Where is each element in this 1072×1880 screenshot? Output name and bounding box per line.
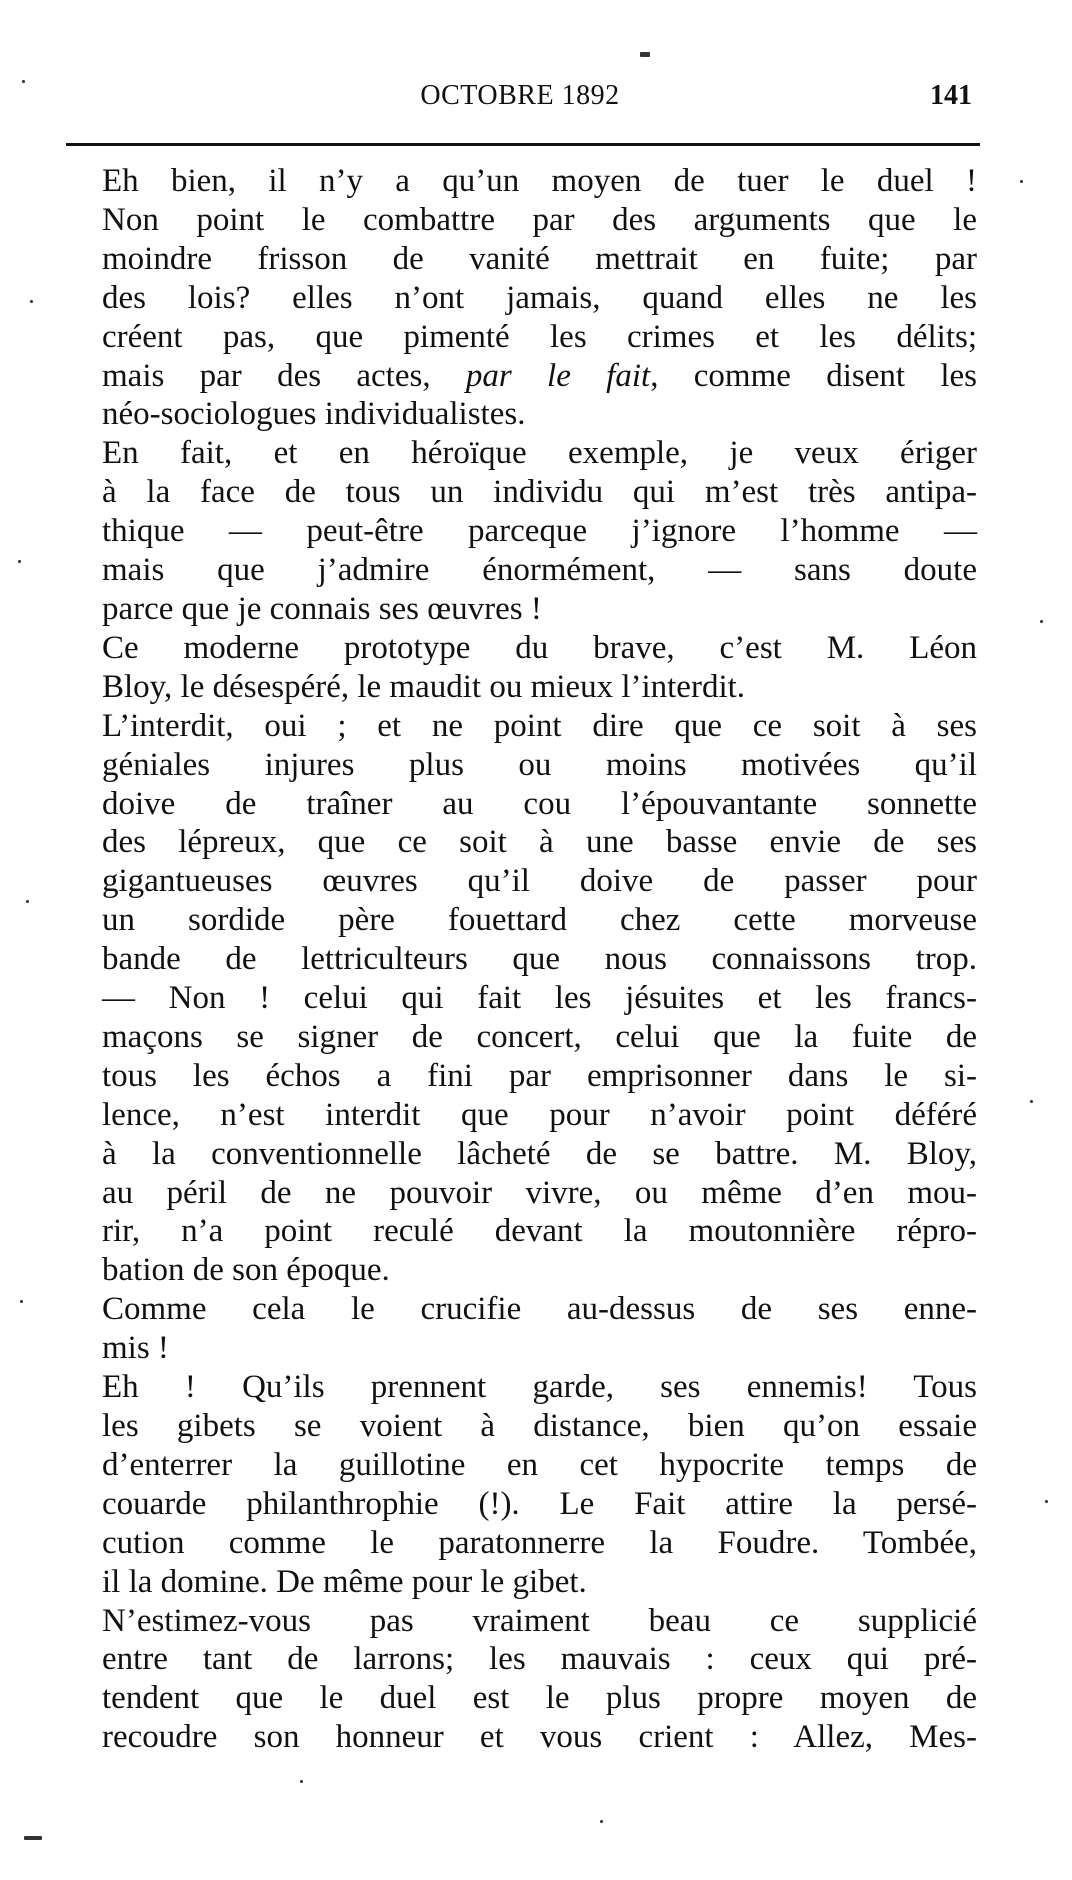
- scan-speck: [26, 900, 29, 903]
- page-number: 141: [930, 80, 972, 111]
- scan-speck: [1020, 180, 1023, 183]
- scan-speck: [22, 80, 25, 83]
- text-line: parce que je connais ses œuvres !: [102, 590, 542, 627]
- paragraph: [62, 434, 977, 629]
- text-line: En fait, et en héroïque exemple, je veux ériger: [102, 435, 977, 472]
- text-line: tendent que le duel est le plus propre moyen de: [102, 1680, 977, 1717]
- scan-speck: [600, 1820, 603, 1823]
- paragraph: [62, 162, 977, 434]
- text-line: couarde philanthrophie (!). Le Fait attire la persé-: [102, 1485, 977, 1522]
- text-line: Eh ! Qu’ils prennent garde, ses ennemis! Tous: [102, 1369, 977, 1406]
- text-line: créent pas, que pimenté les crimes et les délits;: [102, 318, 977, 355]
- scan-speck: [18, 560, 21, 563]
- body-text: [62, 162, 977, 1757]
- text-line: lence, n’est interdit que pour n’avoir point déféré: [102, 1096, 977, 1133]
- paragraph: [62, 629, 977, 707]
- scan-speck: [300, 1780, 303, 1783]
- paragraph: [62, 707, 977, 1291]
- text-line: il la domine. De même pour le gibet.: [102, 1563, 587, 1600]
- paragraph: [62, 1368, 977, 1601]
- line-start: mais par des actes,: [102, 357, 466, 394]
- scan-speck: [1040, 620, 1043, 623]
- text-line: thique — peut-être parceque j’ignore l’homme —: [102, 513, 977, 550]
- text-line: tous les échos a fini par emprisonner dans le si-: [102, 1057, 977, 1094]
- text-line: doive de traîner au cou l’épouvantante sonnette: [102, 785, 977, 822]
- scan-speck: [1030, 1100, 1033, 1103]
- text-line: les gibets se voient à distance, bien qu’on essaie: [102, 1408, 977, 1444]
- text-line: Bloy, le désespéré, le maudit ou mieux l’interdit.: [102, 668, 746, 705]
- text-line: [62, 357, 977, 396]
- text-line: des lois? elles n’ont jamais, quand elles ne les: [102, 279, 977, 316]
- scan-speck: [640, 52, 650, 57]
- header-rule: [66, 143, 980, 146]
- text-line: au péril de ne pouvoir vivre, ou même d’en mou-: [102, 1174, 977, 1211]
- scan-speck: [30, 300, 33, 303]
- text-line: N’estimez-vous pas vraiment beau ce supplicié: [102, 1602, 977, 1639]
- italic-phrase: par le fait: [465, 357, 651, 394]
- text-line: Ce moderne prototype du brave, c’est M. Léon: [102, 629, 977, 666]
- running-header: [60, 80, 980, 120]
- text-line: Non point le combattre par des arguments que le: [102, 201, 977, 238]
- text-line: cution comme le paratonnerre la Foudre. Tombée,: [102, 1524, 977, 1561]
- text-line: — Non ! celui qui fait les jésuites et les francs-: [102, 980, 977, 1017]
- text-line: entre tant de larrons; les mauvais : ceux qui pré-: [102, 1641, 977, 1678]
- scan-speck: [20, 1300, 23, 1303]
- scan-speck: [1045, 1500, 1048, 1503]
- text-line: bande de lettriculteurs que nous connaissons trop.: [102, 941, 977, 978]
- text-line: recoudre son honneur et vous crient : Allez, Mes-: [102, 1719, 977, 1756]
- text-line: à la face de tous un individu qui m’est très antipa-: [102, 474, 977, 511]
- text-line: des lépreux, que ce soit à une basse envie de ses: [102, 824, 977, 861]
- text-line: rir, n’a point reculé devant la moutonnière répro-: [102, 1213, 977, 1250]
- text-line: Eh bien, il n’y a qu’un moyen de tuer le duel !: [102, 163, 977, 199]
- text-line: gigantueuses œuvres qu’il doive de passer pour: [102, 863, 977, 900]
- text-line: mis !: [102, 1330, 169, 1367]
- text-line: L’interdit, oui ; et ne point dire que ce soit à ses: [102, 707, 977, 744]
- text-line: Comme cela le crucifie au-dessus de ses enne-: [102, 1291, 977, 1328]
- text-line: mais que j’admire énormément, — sans doute: [102, 552, 977, 589]
- text-line: géniales injures plus ou moins motivées qu’il: [102, 746, 977, 783]
- text-line: moindre frisson de vanité mettrait en fuite; par: [102, 240, 977, 277]
- paragraph: [62, 1602, 977, 1758]
- text-line: un sordide père fouettard chez cette morveuse: [102, 902, 977, 939]
- text-line: néo-sociologues individualistes.: [102, 396, 526, 433]
- text-line: d’enterrer la guillotine en cet hypocrite temps de: [102, 1446, 977, 1483]
- scan-speck: [24, 1836, 42, 1840]
- running-title: OCTOBRE 1892: [420, 80, 620, 111]
- text-line: maçons se signer de concert, celui que la fuite de: [102, 1018, 977, 1055]
- text-line: à la conventionnelle lâcheté de se battre. M. Bloy,: [102, 1135, 977, 1172]
- paragraph: [62, 1290, 977, 1368]
- line-end: , comme disent les: [650, 357, 978, 394]
- text-line: bation de son époque.: [102, 1252, 390, 1289]
